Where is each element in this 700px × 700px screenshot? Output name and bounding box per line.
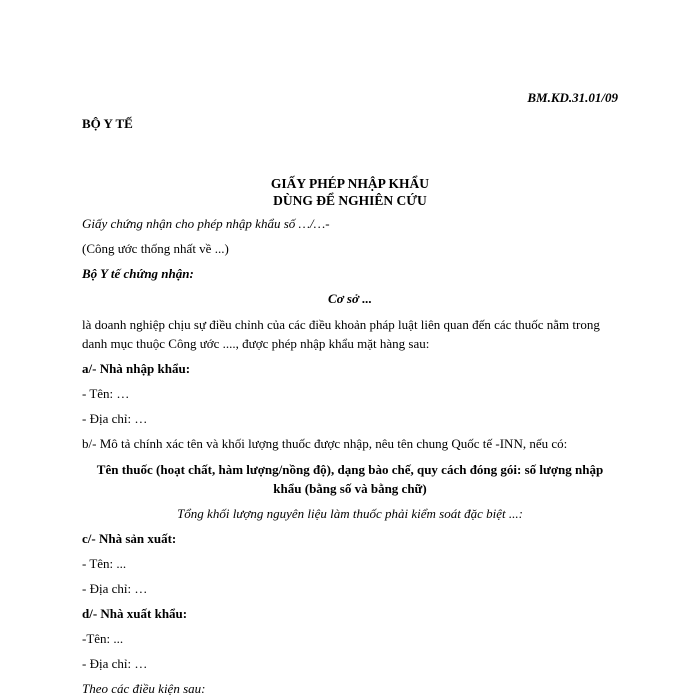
importer-name: - Tên: … <box>82 386 130 401</box>
ministry-name: BỘ Y TẾ <box>82 116 133 131</box>
form-code: BM.KD.31.01/09 <box>527 90 618 105</box>
total-volume-line: Tổng khối lượng nguyên liệu làm thuốc phải kiểm soát đặc biệt ...: <box>177 506 523 521</box>
exporter-name: -Tên: ... <box>82 631 124 646</box>
exporter-heading: d/- Nhà xuất khẩu: <box>82 606 188 621</box>
drug-description: Tên thuốc (hoạt chất, hàm lượng/nồng độ), dạng bào chế, quy cách đóng gói: số lượng nhập khẩu (bằng số và bằng chữ) <box>96 462 604 496</box>
certificate-line: Giấy chứng nhận cho phép nhập khẩu số …/…- <box>82 216 330 231</box>
certifies-heading: Bộ Y tế chứng nhận: <box>82 266 194 281</box>
facility-line: Cơ sở ... <box>328 291 372 306</box>
convention-line: (Công ước thống nhất về ...) <box>82 241 229 256</box>
intro-paragraph: là doanh nghiệp chịu sự điều chỉnh của các điều khoản pháp luật liên quan đến các thuốc nằm trong danh mục thuộc Công ước ...., được phép nhập khẩu mặt hàng sau: <box>82 317 600 351</box>
title-line-2: DÙNG ĐỂ NGHIÊN CỨU <box>273 193 427 208</box>
title-line-1: GIẤY PHÉP NHẬP KHẨU <box>270 176 430 191</box>
exporter-address: - Địa chỉ: … <box>82 656 148 671</box>
document-title <box>82 175 618 209</box>
manufacturer-heading: c/- Nhà sản xuất: <box>82 531 177 546</box>
manufacturer-name: - Tên: ... <box>82 556 127 571</box>
document-body <box>82 175 618 698</box>
conditions-heading: Theo các điều kiện sau: <box>82 681 206 696</box>
importer-address: - Địa chỉ: … <box>82 411 148 426</box>
manufacturer-address: - Địa chỉ: … <box>82 581 148 596</box>
importer-heading: a/- Nhà nhập khẩu: <box>82 361 191 376</box>
section-b-description: b/- Mô tả chính xác tên và khối lượng thuốc được nhập, nêu tên chung Quốc tế -INN, nếu có: <box>82 436 568 451</box>
